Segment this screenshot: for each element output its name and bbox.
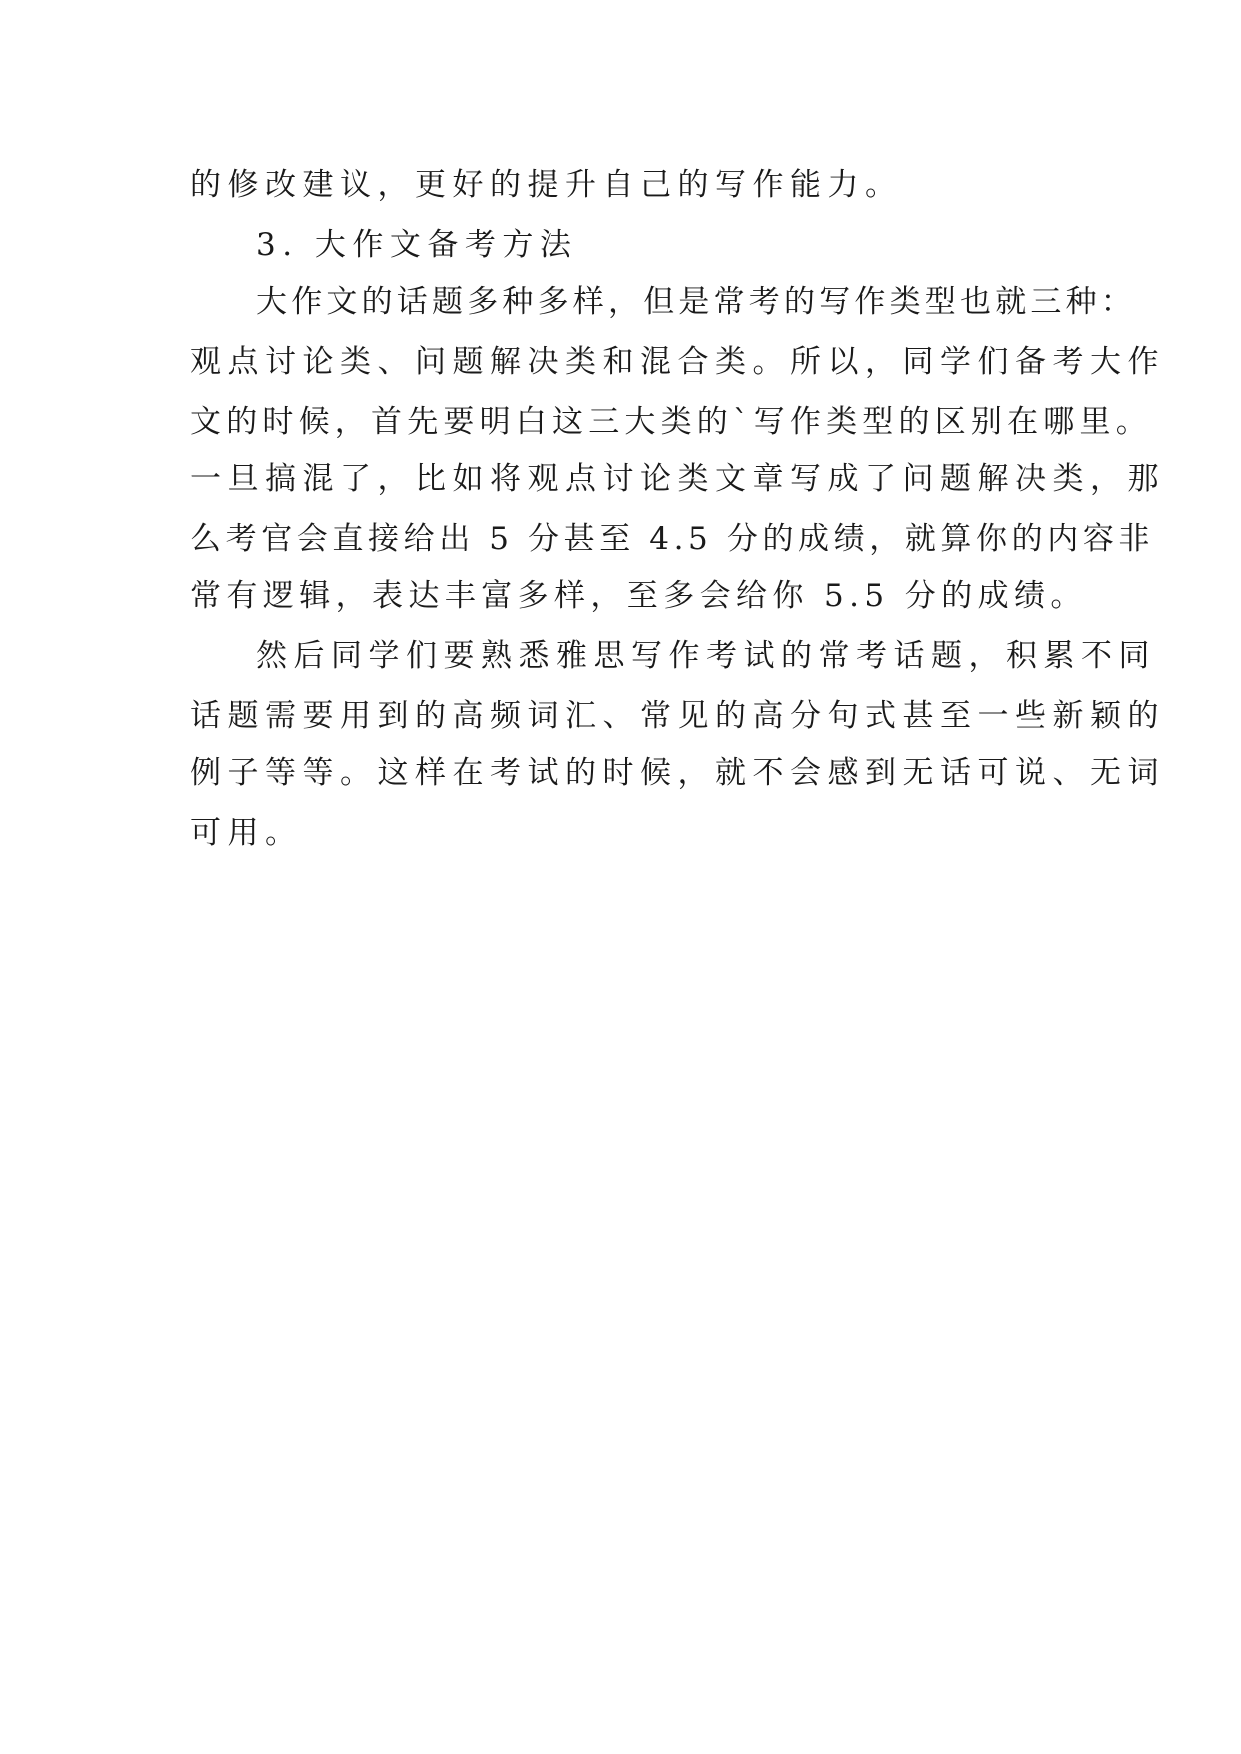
paragraph-line: 话题需要用到的高频词汇、常见的高分句式甚至一些新颖的 xyxy=(190,698,1165,734)
paragraph-line: 大作文的话题多种多样，但是常考的写作类型也就三种： xyxy=(256,284,1136,320)
paragraph-line: 然后同学们要熟悉雅思写作考试的常考话题，积累不同 xyxy=(256,638,1156,674)
paragraph-line: 一旦搞混了，比如将观点讨论类文章写成了问题解决类，那 xyxy=(190,461,1165,497)
paragraph-line: 观点讨论类、问题解决类和混合类。所以，同学们备考大作 xyxy=(190,344,1165,380)
section-heading: 3. 大作文备考方法 xyxy=(256,227,578,263)
paragraph-line: 文的时候，首先要明白这三大类的`写作类型的区别在哪里。 xyxy=(190,404,1152,440)
paragraph-line: 常有逻辑，表达丰富多样，至多会给你 5.5 分的成绩。 xyxy=(190,578,1087,614)
paragraph-line: 可用。 xyxy=(190,815,303,851)
paragraph-line: 的修改建议，更好的提升自己的写作能力。 xyxy=(190,167,903,203)
paragraph-line: 例子等等。这样在考试的时候，就不会感到无话可说、无词 xyxy=(190,755,1165,791)
paragraph-line: 么考官会直接给出 5 分甚至 4.5 分的成绩，就算你的内容非 xyxy=(190,521,1155,557)
